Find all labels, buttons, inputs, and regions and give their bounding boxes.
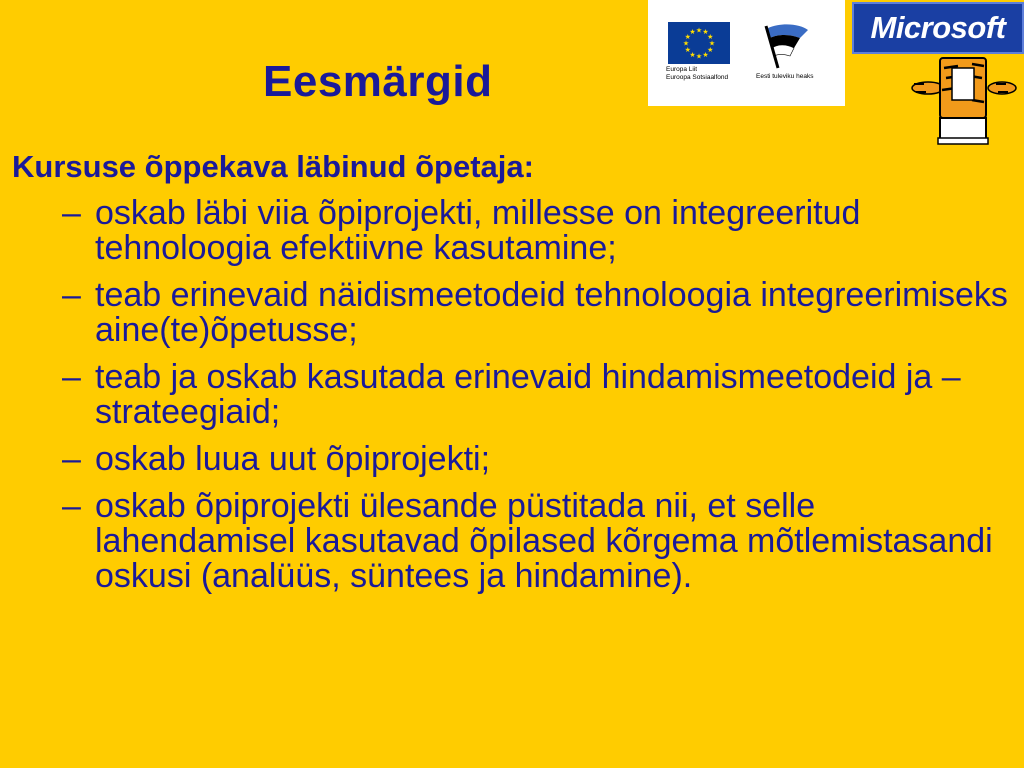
eu-star-icon: ★ (689, 29, 696, 37)
list-item-text: teab ja oskab kasutada erinevaid hindamismeetodeid ja –strateegiaid; (95, 358, 961, 431)
eu-flag-icon (668, 22, 730, 64)
eu-star-icon: ★ (707, 47, 714, 54)
microsoft-logo-text: Microsoft (870, 10, 1006, 45)
dash-bullet-icon: – (62, 276, 81, 314)
eu-star-icon: ★ (695, 53, 703, 61)
dash-bullet-icon: – (62, 440, 81, 478)
dash-bullet-icon: – (62, 358, 81, 396)
eu-star-icon: ★ (702, 29, 709, 37)
microsoft-logo (852, 2, 1024, 54)
list-item-text: oskab läbi viia õpiprojekti, millesse on integreeritud tehnoloogia efektiivne kasutamine; (95, 194, 861, 267)
list-item (62, 489, 1022, 594)
tiger-computer-mascot-icon (902, 54, 1022, 148)
list-item (62, 278, 1022, 348)
eu-caption-line2: Euroopa Sotsiaalfond (666, 74, 729, 81)
eu-star-icon: ★ (684, 47, 691, 54)
sponsor-logos-panel (648, 0, 845, 106)
eu-star-icon: ★ (684, 34, 691, 41)
list-item (62, 360, 1022, 430)
eu-star-icon: ★ (682, 40, 690, 48)
eu-star-icon: ★ (707, 34, 714, 41)
dash-bullet-icon: – (62, 194, 81, 232)
eu-star-icon: ★ (708, 40, 716, 48)
list-item-text: teab erinevaid näidismeetodeid tehnoloogia integreerimiseks aine(te)õpetusse; (95, 276, 1008, 349)
slide-title: Eesmärgid (263, 57, 493, 106)
dash-bullet-icon: – (62, 487, 81, 525)
eu-star-icon: ★ (702, 51, 709, 59)
estonia-caption: Eesti tuleviku heaks (756, 73, 814, 80)
eu-caption (666, 66, 736, 82)
eu-caption-line1: Europa Liit (666, 66, 698, 73)
list-item (62, 196, 1022, 266)
eu-star-icon: ★ (695, 27, 703, 35)
list-item (62, 442, 1022, 477)
subheading: Kursuse õppekava läbinud õpetaja: (12, 149, 534, 184)
list-item-text: oskab luua uut õpiprojekti; (95, 440, 491, 478)
list-item-text: oskab õpiprojekti ülesande püstitada nii, et selle lahendamisel kasutavad õpilased kõrgema mõtlemistasandi oskusi (analüüs, süntees ja hindamine). (95, 487, 993, 595)
estonian-flag-mark-icon (760, 18, 812, 72)
objectives-list (62, 196, 1022, 606)
eu-star-icon: ★ (689, 51, 696, 59)
